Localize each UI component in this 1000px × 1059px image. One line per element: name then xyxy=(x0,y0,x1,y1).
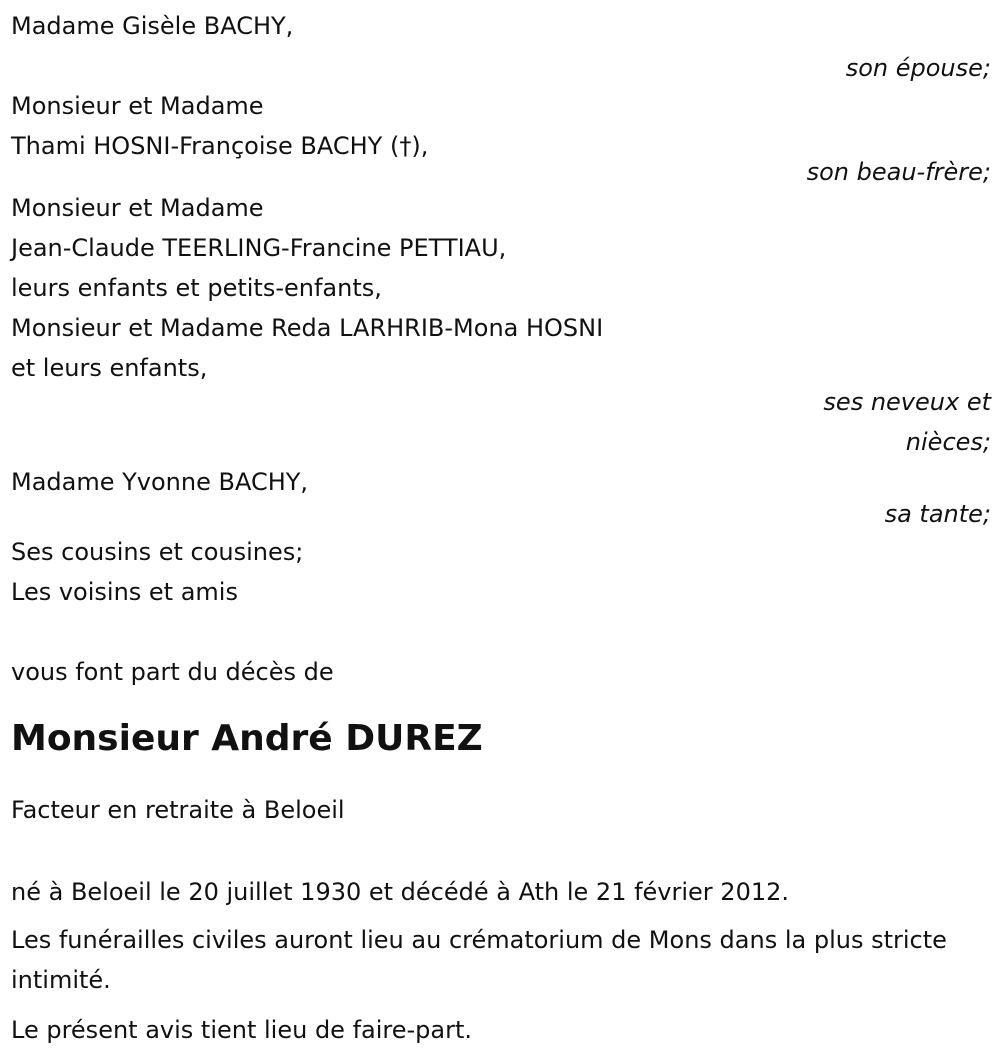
notice-text: Le présent avis tient lieu de faire-part. xyxy=(11,1016,473,1044)
relation-wife: son épouse; xyxy=(845,54,991,82)
relation-nephews xyxy=(811,382,991,462)
relation-nephews-line-2: nièces; xyxy=(905,428,991,456)
family-member-brother-in-law-title: Monsieur et Madame xyxy=(11,92,264,120)
family-member-nephews-title: Monsieur et Madame xyxy=(11,194,264,222)
intro-text: vous font part du décès de xyxy=(11,658,334,686)
relation-nephews-line-1: ses neveux et xyxy=(823,388,991,416)
family-member-nephews-children-1: leurs enfants et petits-enfants, xyxy=(11,274,382,302)
family-member-aunt: Madame Yvonne BACHY, xyxy=(11,468,309,496)
relation-brother-in-law: son beau-frère; xyxy=(806,158,991,186)
family-member-brother-in-law-names: Thami HOSNI-Françoise BACHY (†), xyxy=(11,132,429,160)
birth-death-dates: né à Beloeil le 20 juillet 1930 et décédé à Ath le 21 février 2012. xyxy=(11,878,790,906)
family-member-wife: Madame Gisèle BACHY, xyxy=(11,12,294,40)
family-member-nephews-names-2: Monsieur et Madame Reda LARHRIB-Mona HOSNI xyxy=(11,314,604,342)
obituary-notice xyxy=(11,6,991,1050)
family-member-nephews-children-2: et leurs enfants, xyxy=(11,354,208,382)
others-neighbours: Les voisins et amis xyxy=(11,578,238,606)
others-cousins: Ses cousins et cousines; xyxy=(11,538,304,566)
deceased-name: Monsieur André DUREZ xyxy=(11,718,483,759)
funeral-details: Les funérailles civiles auront lieu au crématorium de Mons dans la plus stricte intimité. xyxy=(11,926,947,994)
relation-aunt: sa tante; xyxy=(884,500,991,528)
occupation: Facteur en retraite à Beloeil xyxy=(11,796,345,824)
family-member-nephews-names-1: Jean-Claude TEERLING-Francine PETTIAU, xyxy=(11,234,507,262)
